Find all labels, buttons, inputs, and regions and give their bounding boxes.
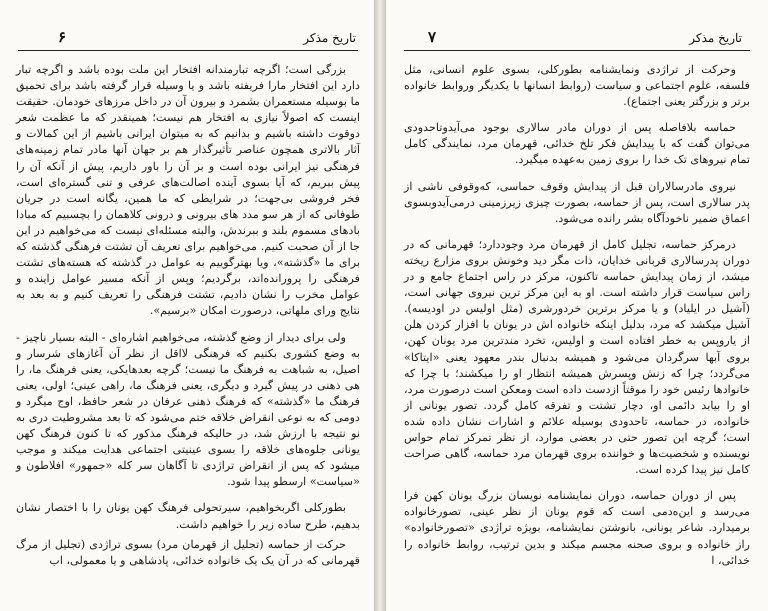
paragraph: پس از دوران حماسه، دوران نمایشنامه نویسان بزرگ یونان کهن فرا می‌رسد و این‌ه‌دمی است که قوم یونان از نظر عینی، تصورخانواده برمیدارد. شاعر یونانی، بانوشتن نمایشنامه، بویژه تراژدی «تصورخانواده» راز خانواده و بروی صحنه مجسم میکند و بدین ترتیب، روابط خانواده را خدائی، ا (404, 489, 750, 567)
paragraph: درمرکز حماسه، تجلیل کامل از قهرمان مرد وجوددارد؛ قهرمانی که در دوران پدرسالاری قربانی خدایان، ذات مگر دید وخونش بروی مزارع ریخته میشد، از زمان پیدایش حماسه تاکنون، مرکز در راس اجتماع جامع و در راس سیاست قرار داشته است. او به این مرکز ترین نیروی جهانی است، (آشیل در ایلیاد) و یا مرکز برترین خردورشری (مثل اولیس در اودیسه). آشیل میکشد که مرد، بدلیل اینکه خانواده اش در یونان با افزار کردن هلن از یاروپس به خطر افتاده است و اولیس، تخرد مندترین مرد یونان کهن، بروی آبها سرگردان می‌شود و همیشه بدنبال بندر معهود یعنی «ایتاکا» می‌گردد؛ چرا که زنش وپسرش همیشه انتظار او را میکشند؛ با چرا که خانوادها رئیس خود را موقتاً ازدست داده است ومعکن است درصورت مرد، او را بیابد دائمی او، دچار تشتت و تفرقه کامل گردد. تصور یونانی از خانواده، در حماسه، تاحدودی بوسیله علائم و اشارات نشان داده شده است؛ گرچه این تصور حتی در بعضی موارد، از نظر تمرکز تمام حواس نویسنده و شخصیت‌ها و خواننده بروی قهرمان مرد حماسه، گاهی صراحت کامل نیز پیدا کرده است. (404, 237, 750, 477)
right-page (386, 0, 768, 611)
page-number: ۷ (428, 28, 437, 46)
header-title: تاریخ مذکر (303, 31, 356, 45)
book-gutter (374, 0, 386, 611)
header-title: تاریخ مذکر (689, 31, 742, 45)
body-text (404, 62, 750, 573)
left-page (0, 0, 374, 611)
paragraph: بزرگی است؛ اگرچه تبارمندانه افتخار این ملت بوده باشد و اگرچه تبار دارد این افتخار مارا فریفته باشد و یا وسیله قرار گرفته باشد برای تحمیق ما بوسیله مستعمران بشمرد و بیرون آن در داخل مرزهای خودمان. حقیقت اینست که اصولاً نیازی به افتخار هم نیست؛ همینقدر که ما عظمت شعر دوقوت داشته باشیم و بدانیم که به میتوان ایرانی باشیم از این کمالات و آثار بالاتری همچون عناصر تأثیرگذار هم بر جهان آنها مادر تمام زمینه‌های فرهنگی نیز ایرانی بوده است و بر آن را باور داریم، پیش از آنکه آن را پیش ببریم، که آیا بسوی آینده اصالت‌های عرفی و تنی گستره‌ای است، فخر فروشی بی‌جهت؛ در شرایطی که ما همین، یگانه است در جریان طوفانی که از هر سو مدد های بیرونی و درونی کلاهمان را بچسبیم که مبادا بادهای مسموم بلند و ببرندش، والبته مسئله‌ای نیست که می‌خواهیم در این جا از آن صحبت کنیم. می‌خواهیم برای تعریف آن تشتت فرهنگی گذشته که برای ما «گذشته»، ویا بهترگوییم به عوامل در گذشته که هسته‌های تشتت فرهنگی را پرورانده‌اند، برگردیم؛ وپس از آنکه مسیر عوامل زاینده و عوامل مخرب را نشان دادیم، تشتت فرهنگی را تعریف کنیم و به بعد به نتایج ورای ملهاتی، درصورت امکان «برسیم». (16, 63, 360, 318)
paragraph: نیروی مادرسالاران قبل از پیدایش وقوف حماسی، که‌وقوفی ناشی از پدر سالاری است، پس از حماسه، بصورت چیزی زیرزمینی درمی‌آیدوبسوی اعماق ضمیر ناخودآگاه بشر رانده می‌شود. (404, 179, 750, 225)
body-text (16, 62, 360, 573)
paragraph: حرکت از حماسه (تجلیل از قهرمان مرد) بسوی تراژدی (تجلیل از مرگ قهرمانی که در آن یک یک خانواده خدائی، پادشاهی و یا معمولی، اب (16, 537, 360, 567)
paragraph: ولی برای دیدار از وضع گذشته، می‌خواهیم اشاره‌ای - البته بسیار ناچیز - به وضع کشوری بکنیم که فرهنگی لااقل از نظر آن آغازهای شرسار و اصیل، به شباهت به فرهنگ ما نیست؛ گرچه بعدهایکی، یعنی فرهنگ ما، را هی ذهنی در پیش گیرد و دیگری، یعنی فرهنگ ما، راهی عینی؛ اولی، یعنی فرهنگ ما «گذشته» که فرهنگ ذهنی عرفان در شعر حافظ، اوج میگرد و دومی که به نوعی انقراض خلاقه ختم می‌شود که تا بعد مشروطیت دری به نو نتیجه با ارزش شد، در حالیکه فرهنگ مذکور که تا کنون فرهنگ کهن یونانی جلوه‌های خلاقه را بسوی عینیتی اجتماعی هدایت میکند و موجب میشود که پس از انقراض تراژدی تا آگاهان سر کله «جمهور» افلاطون و «سیاست» ارسطو پیدا شود. (16, 330, 360, 489)
paragraph: حماسه بلافاصله پس از دوران مادر سالاری بوجود می‌آیدوتاحدودی می‌توان گفت که با پیدایش فکر تلخ خدائی، قهرمان مرد، نمایندگی کامل تمام نیروهای تک خدا را بروی زمین به‌عهده میگیرد. (404, 121, 750, 167)
page-number: ۶ (58, 28, 67, 46)
paragraph: بطورکلی اگربخواهیم، سیرتحولی فرهنگ کهن یونان را با اختصار نشان بدهیم، طرح ساده زیر را خواهیم داشت. (16, 501, 360, 531)
running-head (18, 30, 358, 51)
paragraph: وحرکت از تراژدی ونمایشنامه بطورکلی، بسوی علوم انسانی، مثل فلسفه، علوم اجتماعی و سیاست (روابط انسانها با یکدیگر وروابط خانواده برتر و بزرگتر یعنی اجتماع). (404, 63, 750, 109)
running-head (404, 30, 750, 51)
